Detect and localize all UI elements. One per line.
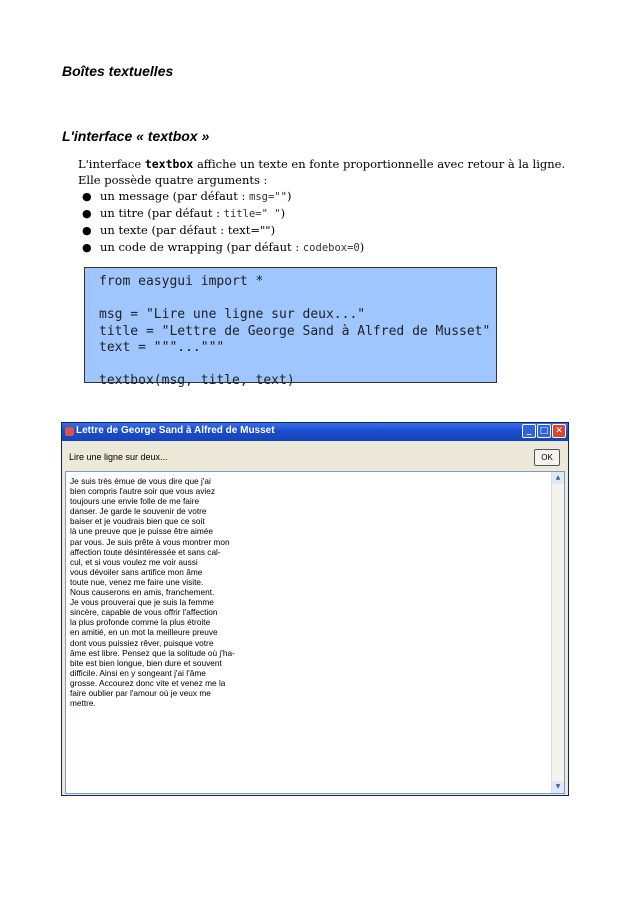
text-area[interactable] — [65, 471, 565, 794]
text-line: toute nue, venez me faire une visite. — [70, 576, 204, 587]
text-line: Je suis très émue de vous dire que j'ai — [70, 476, 211, 486]
intro-text — [78, 156, 598, 256]
intro-line-1-end: affiche un texte en fonte proportionnelle avec retour à la ligne. — [193, 157, 566, 171]
bullet-code: codebox=0 — [302, 242, 360, 254]
bullet-text: un titre (par défaut : — [100, 206, 224, 220]
text-line: là une preuve que je puisse être aimée — [70, 526, 213, 537]
minimize-icon: _ — [526, 426, 532, 436]
text-line: dont vous puissiez rêver, puisque votre — [70, 637, 214, 648]
text-line: baiser et je voudrais bien que ce soit — [70, 516, 205, 527]
intro-line-1 — [78, 156, 598, 172]
bullet-end: ) — [286, 189, 292, 203]
list-item — [78, 239, 598, 256]
bullet-icon: ● — [82, 207, 92, 220]
section-title: Boîtes textuelles — [62, 63, 174, 79]
intro-line-1-start: L'interface — [78, 157, 145, 171]
ok-button[interactable]: OK — [534, 449, 560, 466]
text-line: faire oublier par l'amour où je veux me — [70, 687, 211, 698]
scroll-up-icon[interactable]: ▲ — [552, 472, 564, 484]
text-line: la plus profonde comme la plus étroite — [70, 617, 211, 628]
bullet-text: un code de wrapping (par défaut : — [100, 240, 303, 254]
window-title: Lettre de George Sand à Alfred de Musset — [76, 425, 275, 436]
bullet-end: ) — [359, 240, 365, 254]
window-titlebar[interactable] — [62, 423, 568, 441]
bullet-code: title=" " — [223, 208, 281, 220]
text-line: bite est bien longue, bien dure et souvent — [70, 657, 222, 668]
minimize-button[interactable] — [522, 424, 536, 438]
text-line: bien compris l'autre soir que vous aviez — [70, 486, 216, 497]
scroll-down-icon[interactable]: ▼ — [552, 781, 564, 793]
text-line: par vous. Je suis prête à vous montrer mon — [70, 536, 230, 547]
text-line: Nous causerons en amis, franchement. — [70, 587, 215, 598]
text-line: toujours une envie folle de me faire — [70, 496, 200, 507]
intro-code-term: textbox — [144, 157, 194, 171]
text-line: grosse. Accourez donc vite et venez me la — [70, 677, 226, 688]
text-line: vous dévoiler sans artifice mon âme — [70, 566, 203, 577]
close-button[interactable] — [552, 424, 566, 438]
text-line: âme est libre. Pensez que la solitude où j'ha- — [70, 647, 235, 658]
text-line: affection toute désintéressée et sans cal- — [70, 546, 221, 557]
bullet-icon: ● — [82, 241, 92, 254]
list-item — [78, 188, 598, 205]
text-line: sincère, capable de vous offrir l'affection — [70, 607, 218, 618]
scrollbar[interactable] — [551, 472, 564, 793]
list-item — [78, 205, 598, 222]
text-line: en amitié, en un mot la meilleure preuve — [70, 627, 218, 638]
close-icon: ✕ — [555, 426, 563, 436]
maximize-icon: □ — [539, 426, 549, 436]
bullet-end: ) — [280, 206, 286, 220]
bullet-text: un texte (par défaut : text="") — [100, 223, 276, 237]
bullet-icon: ● — [82, 190, 92, 203]
bullet-text: un message (par défaut : — [100, 189, 250, 203]
text-line: cul, et si vous voulez me voir aussi — [70, 556, 198, 567]
textbox-window — [61, 422, 569, 796]
app-icon — [65, 427, 74, 436]
maximize-button[interactable] — [537, 424, 551, 438]
bullet-icon: ● — [82, 224, 92, 237]
bullet-code: msg="" — [249, 191, 287, 203]
list-item — [78, 222, 598, 239]
text-line: Je vous prouverai que je suis la femme — [70, 597, 214, 608]
message-text: Lire une ligne sur deux... — [69, 452, 168, 462]
text-line: danser. Je garde le souvenir de votre — [70, 506, 207, 517]
intro-line-2: Elle possède quatre arguments : — [78, 173, 268, 187]
text-content — [70, 476, 250, 708]
text-line: difficile. Ainsi en y songeant j'ai l'âme — [70, 667, 206, 678]
message-area — [65, 447, 521, 467]
code-block: from easygui import * msg = "Lire une ligne sur deux..." title = "Lettre de George Sand à Alfred de Musset" text = """...""" textbox(msg, title, text) — [84, 267, 497, 383]
argument-list — [78, 188, 598, 256]
text-line: mettre. — [70, 698, 96, 709]
sub-title: L'interface « textbox » — [62, 128, 210, 144]
